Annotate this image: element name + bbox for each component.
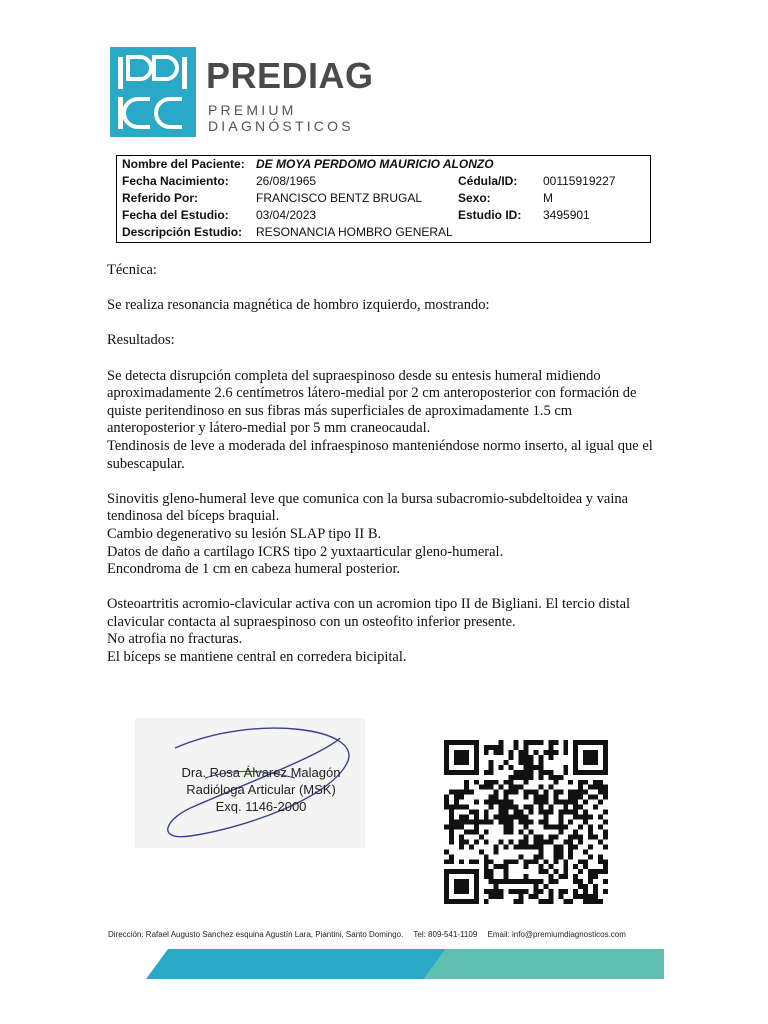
- signature-license: Exq. 1146-2000: [215, 799, 307, 814]
- patient-row-birth: [117, 173, 650, 190]
- study-id-value: 3495901: [543, 208, 590, 222]
- study-description-value: RESONANCIA HOMBRO GENERAL: [256, 225, 453, 239]
- signature-block: [135, 718, 365, 848]
- patient-info-box: [116, 155, 651, 243]
- prediag-logo-mark-icon: [110, 47, 196, 137]
- study-date-label: Fecha del Estudio:: [122, 208, 229, 222]
- referred-by-value: FRANCISCO BENTZ BRUGAL: [256, 191, 423, 205]
- id-value: 00115919227: [543, 174, 616, 188]
- study-date-value: 03/04/2023: [256, 208, 317, 222]
- qr-code-icon: [444, 740, 608, 904]
- footer-address: Dirección: Rafael Augusto Sanchez esquina Agustín Lara, Piantini, Santo Domingo.: [108, 930, 404, 939]
- patient-row-description: [117, 224, 650, 241]
- study-description-label: Descripción Estudio:: [122, 225, 243, 239]
- signature-title: Radióloga Articular (MSK): [186, 782, 336, 797]
- signature-text: [161, 764, 361, 815]
- report-body: [107, 262, 663, 667]
- patient-name-value: DE MOYA PERDOMO MAURICIO ALONZO: [256, 157, 494, 171]
- finding-slap: Cambio degenerativo su lesión SLAP tipo II B.: [107, 525, 382, 542]
- study-id-label: Estudio ID:: [458, 208, 522, 222]
- footer-decorative-bar: [146, 949, 664, 979]
- footer-phone: Tel: 809-541-1109: [413, 930, 478, 939]
- referred-by-label: Referido Por:: [122, 191, 199, 205]
- finding-enchondroma: Encondroma de 1 cm en cabeza humeral posterior.: [107, 561, 401, 578]
- sex-value: M: [543, 191, 553, 205]
- finding-biceps: El bíceps se mantiene central en corredera bicipital.: [107, 649, 407, 666]
- patient-row-name: [117, 156, 650, 173]
- sex-label: Sexo:: [458, 191, 491, 205]
- finding-supraspinatus: Se detecta disrupción completa del supraespinoso desde su entesis humeral midiendo aproximadamente 2.6 centímetros látero-medial por 2 cm anteroposterior con formación de quiste peritendinoso en sus fibras más superficiales de aproximadamente 1.5 cm anteroposterior y látero-medial por 5 mm craneocaudal.: [107, 367, 637, 437]
- technique-text: Se realiza resonancia magnética de hombro izquierdo, mostrando:: [107, 297, 490, 314]
- footer-email: Email: info@premiumdiagnosticos.com: [487, 930, 626, 939]
- birth-date-label: Fecha Nacimiento:: [122, 174, 229, 188]
- brand-name: PREDIAG: [206, 55, 374, 96]
- prediag-logo: [110, 47, 440, 139]
- technique-heading: Técnica:: [107, 262, 157, 278]
- patient-row-study-date: [117, 207, 650, 224]
- footer-contact: [108, 930, 668, 939]
- finding-infraspinatus: Tendinosis de leve a moderada del infraespinoso manteniéndose normo inserto, al igual que el subescapular.: [107, 437, 653, 472]
- signature-name: Dra. Rosa Álvarez Malagón: [181, 765, 341, 780]
- finding-osteoarthritis: Osteoartritis acromio-clavicular activa con un acromion tipo II de Bigliani. El tercio distal clavicular contacta al supraespinoso con un osteofito inferior presente.: [107, 596, 631, 630]
- id-label: Cédula/ID:: [458, 174, 518, 188]
- finding-no-fractures: No atrofia no fracturas.: [107, 631, 243, 648]
- patient-row-referred: [117, 190, 650, 207]
- brand-subtitle: PREMIUM DIAGNÓSTICOS: [208, 102, 354, 134]
- patient-name-label: Nombre del Paciente:: [122, 157, 245, 171]
- finding-synovitis: Sinovitis gleno-humeral leve que comunica con la bursa subacromio-subdeltoidea y vaina tendinosa del bíceps braquial.: [107, 490, 629, 525]
- finding-cartilage: Datos de daño a cartílago ICRS tipo 2 yuxtaarticular gleno-humeral.: [107, 543, 504, 560]
- birth-date-value: 26/08/1965: [256, 174, 317, 188]
- results-heading: Resultados:: [107, 332, 175, 349]
